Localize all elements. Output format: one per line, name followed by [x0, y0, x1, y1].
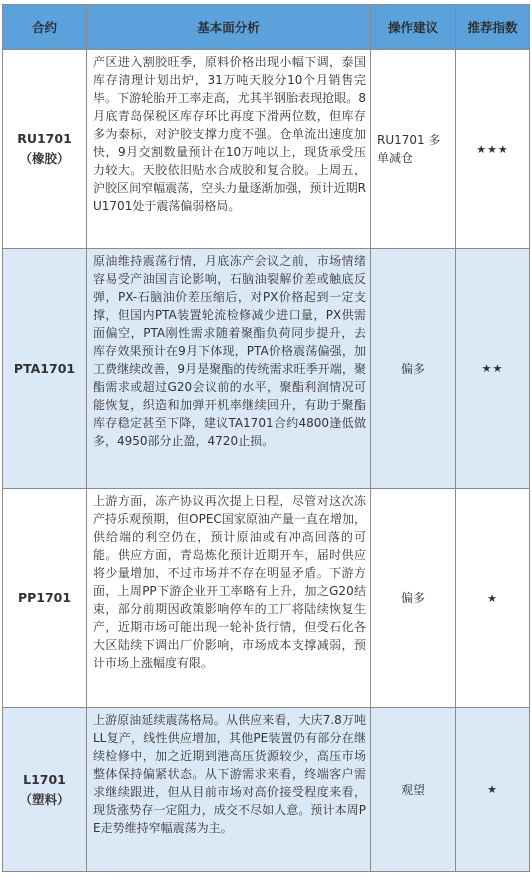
- contract-cell: [3, 249, 87, 489]
- advice-cell: 偏多: [371, 249, 456, 489]
- table-row: [3, 708, 530, 872]
- table-row: [3, 489, 530, 708]
- contract-code: RU1701: [17, 131, 72, 146]
- contract-code: PTA1701: [13, 360, 76, 376]
- advice-cell: 偏多: [371, 489, 456, 708]
- rating-stars: ★: [456, 708, 530, 872]
- advice-cell: RU1701 多单减仓: [371, 50, 456, 249]
- contract-code: PP1701: [17, 590, 72, 605]
- table-row: [3, 50, 530, 249]
- rating-stars: ★: [456, 489, 530, 708]
- header-analysis: 基本面分析: [87, 5, 371, 50]
- analysis-cell: 上游原油延续震荡格局。从供应来看，大庆7.8万吨LL复产，线性供应增加，其他PE装置仍有部分在继续检修中，加之近期到港高压货源较少，高压市场整体保持偏紧状态。从下游需求来看，终端客户需求继续跟进，但从目前市场对高价接受程度来看，现货涨势存一定阻力，成交不尽如人意。预计本周PE走势维持窄幅震荡为主。: [87, 708, 371, 872]
- market-analysis-table: [2, 4, 530, 872]
- contract-cell: [3, 708, 87, 872]
- rating-stars: ★★: [456, 249, 530, 489]
- header-contract: 合约: [3, 5, 87, 50]
- contract-name: （橡胶）: [19, 151, 70, 166]
- contract-cell: [3, 50, 87, 249]
- header-row: [3, 5, 530, 50]
- table-row: [3, 249, 530, 489]
- contract-cell: [3, 489, 87, 708]
- contract-code: L1701: [23, 771, 66, 787]
- contract-name: （塑料）: [19, 791, 70, 807]
- analysis-cell: 上游方面，冻产协议再次提上日程，尽管对这次冻产持乐观预期，但OPEC国家原油产量一直在增加，供给端的利空仍在，预计原油或有冲高回落的可能。供应方面，青岛炼化预计近期开车，届时供应将少量增加，不过市场并不存在明显矛盾。下游方面，上周PP下游企业开工率略有上升，加之G20结束，部分前期因政策影响停车的工厂将陆续恢复生产，近期市场可能出现一轮补货行情，但受石化各大区陆续下调出厂价影响，市场成本支撑减弱，预计市场上涨幅度有限。: [87, 489, 371, 708]
- analysis-cell: 原油维持震荡行情，月底冻产会议之前，市场情绪容易受产油国言论影响，石脑油裂解价差或触底反弹，PX-石脑油价差压缩后，对PX价格起到一定支撑，但国内PTA装置轮流检修减少进口量，PX供需面偏空，PTA刚性需求随着聚酯负荷同步提升，去库存效果预计在9月下体现，PTA价格震荡偏强，加工费继续改善，9月是聚酯的传统需求旺季开端，聚酯需求或超过G20会议前的水平，聚酯利润情况可能恢复，织造和加弹开机率继续回升，有助于聚酯库存稳定甚至下降，建议TA1701合约4800逢低做多，4950部分止盈，4720止损。: [87, 249, 371, 489]
- rating-stars: ★★★: [456, 50, 530, 249]
- header-advice: 操作建议: [371, 5, 456, 50]
- header-rating: 推荐指数: [456, 5, 530, 50]
- advice-cell: 观望: [371, 708, 456, 872]
- analysis-cell: 产区进入割胶旺季，原料价格出现小幅下调，泰国库存清理计划出炉，31万吨天胶分10个月销售完毕。下游轮胎开工率走高，尤其半钢胎表现抢眼。8月底青岛保税区库存环比再度下滑两位数，但库存多为泰标，对沪胶支撑力度不强。仓单流出速度加快，9月交割数量预计在10万吨以上，现货承受压力较大。天胶依旧贴水合成胶和复合胶。上周五，沪胶区间窄幅震荡，空头力量逐渐加强，预计近期RU1701处于震荡偏弱格局。: [87, 50, 371, 249]
